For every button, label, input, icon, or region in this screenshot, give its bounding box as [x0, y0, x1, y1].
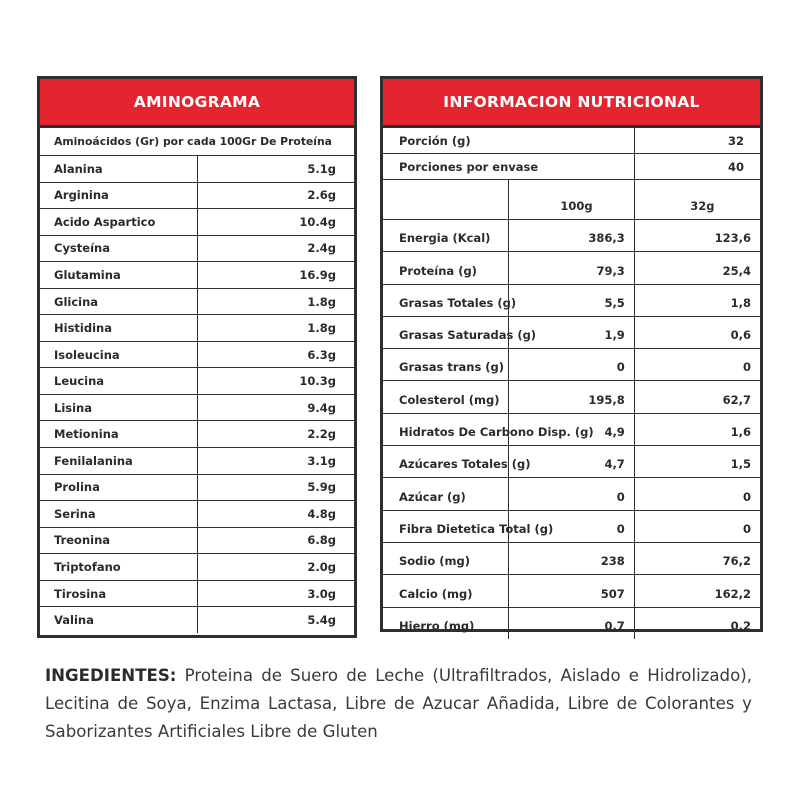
aminograma-row	[40, 235, 354, 262]
nutrient-per32: 1,6	[634, 413, 760, 445]
nutrition-row	[383, 575, 760, 607]
nutrition-row	[383, 510, 760, 542]
nutrient-per100: 0	[509, 349, 635, 381]
nutrient-per32: 0,6	[634, 316, 760, 348]
amino-value: 4.8g	[197, 501, 354, 528]
nutrient-per32: 0	[634, 478, 760, 510]
nutrient-per100: 1,9	[509, 316, 635, 348]
amino-value: 6.3g	[197, 341, 354, 368]
amino-value: 6.8g	[197, 527, 354, 554]
aminograma-row	[40, 474, 354, 501]
nutrient-per32: 25,4	[634, 252, 760, 284]
porcion-row	[383, 128, 760, 154]
amino-value: 5.9g	[197, 474, 354, 501]
amino-value: 1.8g	[197, 288, 354, 315]
aminograma-row	[40, 209, 354, 236]
amino-name: Lisina	[40, 394, 197, 421]
nutrition-row	[383, 413, 760, 445]
porciones-label: Porciones por envase	[383, 154, 634, 180]
amino-name: Acido Aspartico	[40, 209, 197, 236]
amino-name: Isoleucina	[40, 341, 197, 368]
nutrient-per32: 162,2	[634, 575, 760, 607]
nutrition-row	[383, 381, 760, 413]
nutrient-per100: 195,8	[509, 381, 635, 413]
nutrient-per100: 0,7	[509, 607, 635, 639]
nutrient-name: Hidratos De Carbono Disp. (g)	[383, 413, 509, 445]
nutrient-per100: 238	[509, 542, 635, 574]
amino-name: Arginina	[40, 182, 197, 209]
nutrient-per100: 0	[509, 478, 635, 510]
column-header-100g: 100g	[509, 180, 635, 220]
nutrition-row	[383, 478, 760, 510]
ingredients-body: Proteina de Suero de Leche (Ultrafiltrados, Aislado e Hidrolizado), Lecitina de Soya, Enzima Lactasa, Libre de Azucar Añadida, Libre de Colorantes y Saborizantes Artificiales Libre de Gluten	[45, 666, 752, 741]
aminograma-row	[40, 421, 354, 448]
nutrient-per32: 0	[634, 349, 760, 381]
aminograma-row	[40, 341, 354, 368]
nutrition-row	[383, 252, 760, 284]
nutrient-per100: 0	[509, 510, 635, 542]
amino-name: Glicina	[40, 288, 197, 315]
nutrient-name: Grasas Saturadas (g)	[383, 316, 509, 348]
aminograma-row	[40, 607, 354, 634]
aminograma-row	[40, 156, 354, 183]
amino-name: Triptofano	[40, 554, 197, 581]
amino-name: Alanina	[40, 156, 197, 183]
aminograma-table	[40, 127, 354, 633]
nutrient-per100: 4,7	[509, 446, 635, 478]
amino-name: Valina	[40, 607, 197, 634]
aminograma-row	[40, 368, 354, 395]
amino-value: 3.0g	[197, 580, 354, 607]
aminograma-title: AMINOGRAMA	[40, 79, 354, 127]
amino-name: Tirosina	[40, 580, 197, 607]
nutrition-title: INFORMACION NUTRICIONAL	[383, 79, 760, 127]
amino-value: 1.8g	[197, 315, 354, 342]
nutrient-name: Grasas trans (g)	[383, 349, 509, 381]
nutrition-row	[383, 349, 760, 381]
aminograma-row	[40, 448, 354, 475]
porcion-label: Porción (g)	[383, 128, 634, 154]
aminograma-row	[40, 554, 354, 581]
porciones-value: 40	[634, 154, 760, 180]
nutrient-per100: 386,3	[509, 220, 635, 252]
aminograma-row	[40, 580, 354, 607]
aminograma-row	[40, 527, 354, 554]
nutrient-name: Sodio (mg)	[383, 542, 509, 574]
amino-value: 16.9g	[197, 262, 354, 289]
column-header-row	[383, 180, 760, 220]
nutrient-name: Calcio (mg)	[383, 575, 509, 607]
aminograma-row	[40, 182, 354, 209]
amino-name: Serina	[40, 501, 197, 528]
aminograma-panel	[37, 76, 357, 638]
nutrition-panel	[380, 76, 763, 632]
nutrient-name: Colesterol (mg)	[383, 381, 509, 413]
amino-name: Glutamina	[40, 262, 197, 289]
amino-value: 10.4g	[197, 209, 354, 236]
amino-value: 5.1g	[197, 156, 354, 183]
nutrition-row	[383, 316, 760, 348]
nutrient-per32: 62,7	[634, 381, 760, 413]
aminograma-row	[40, 288, 354, 315]
nutrient-per32: 0	[634, 510, 760, 542]
nutrition-row	[383, 284, 760, 316]
aminograma-subtitle: Aminoácidos (Gr) por cada 100Gr De Proteína	[40, 128, 354, 156]
amino-value: 3.1g	[197, 448, 354, 475]
nutrient-per100: 4,9	[509, 413, 635, 445]
nutrient-name: Proteína (g)	[383, 252, 509, 284]
ingredients-label: INGEDIENTES:	[45, 666, 177, 685]
nutrient-name: Energia (Kcal)	[383, 220, 509, 252]
nutrient-name: Fibra Dietetica Total (g)	[383, 510, 509, 542]
aminograma-row	[40, 262, 354, 289]
nutrient-per32: 123,6	[634, 220, 760, 252]
nutrient-per100: 79,3	[509, 252, 635, 284]
amino-value: 9.4g	[197, 394, 354, 421]
nutrient-name: Azúcares Totales (g)	[383, 446, 509, 478]
amino-name: Prolina	[40, 474, 197, 501]
amino-name: Metionina	[40, 421, 197, 448]
amino-value: 2.0g	[197, 554, 354, 581]
nutrient-per32: 1,8	[634, 284, 760, 316]
nutrient-name: Hierro (mg)	[383, 607, 509, 639]
nutrient-per32: 1,5	[634, 446, 760, 478]
amino-name: Leucina	[40, 368, 197, 395]
aminograma-row	[40, 315, 354, 342]
porciones-row	[383, 154, 760, 180]
nutrient-per32: 0,2	[634, 607, 760, 639]
column-header-32g: 32g	[634, 180, 760, 220]
amino-name: Histidina	[40, 315, 197, 342]
aminograma-row	[40, 501, 354, 528]
amino-value: 2.4g	[197, 235, 354, 262]
nutrition-row	[383, 607, 760, 639]
nutrition-row	[383, 542, 760, 574]
porcion-value: 32	[634, 128, 760, 154]
amino-name: Treonina	[40, 527, 197, 554]
nutrient-per32: 76,2	[634, 542, 760, 574]
column-header-blank	[383, 180, 509, 220]
nutrition-row	[383, 446, 760, 478]
amino-name: Cysteína	[40, 235, 197, 262]
aminograma-row	[40, 394, 354, 421]
nutrient-name: Azúcar (g)	[383, 478, 509, 510]
amino-value: 2.6g	[197, 182, 354, 209]
amino-value: 2.2g	[197, 421, 354, 448]
amino-value: 10.3g	[197, 368, 354, 395]
amino-name: Fenilalanina	[40, 448, 197, 475]
aminograma-subtitle-row	[40, 128, 354, 156]
amino-value: 5.4g	[197, 607, 354, 634]
nutrition-table	[383, 127, 760, 639]
nutrition-row	[383, 220, 760, 252]
ingredients-text	[45, 662, 752, 746]
nutrient-per100: 507	[509, 575, 635, 607]
nutrient-per100: 5,5	[509, 284, 635, 316]
nutrient-name: Grasas Totales (g)	[383, 284, 509, 316]
